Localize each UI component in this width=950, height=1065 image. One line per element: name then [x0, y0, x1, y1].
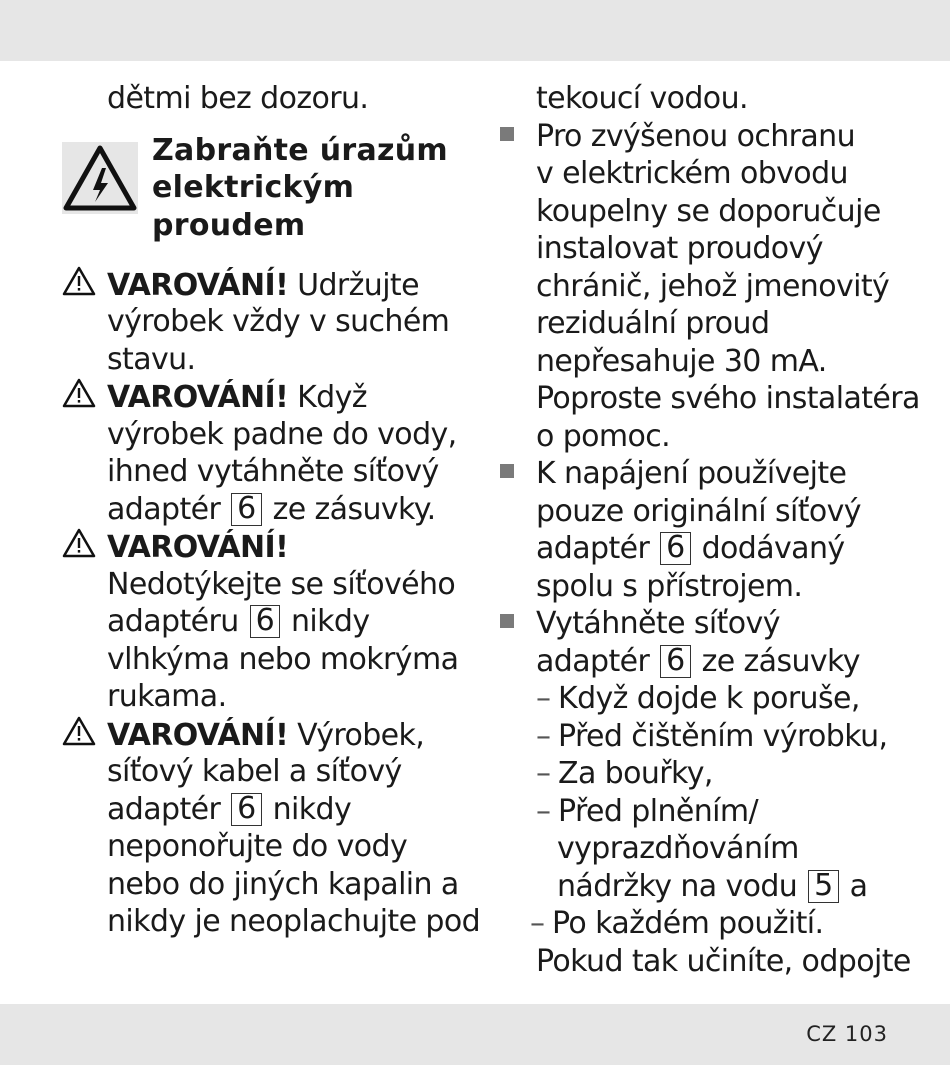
- part-number-ref: 6: [250, 605, 281, 638]
- hazard-section-header: [62, 132, 472, 262]
- dash-text: Za bouřky,: [558, 756, 713, 791]
- bullet-text: spolu s přístrojem.: [536, 568, 803, 604]
- bullet-text: instalovat proudový: [536, 231, 823, 266]
- dash-bullet-icon: –: [530, 906, 545, 941]
- hazard-title-line: Zabraňte úrazům: [152, 132, 448, 168]
- part-number-ref: 6: [231, 793, 262, 826]
- warning-text: výrobek padne do vody,: [107, 416, 457, 452]
- dash-bullet-icon: –: [536, 756, 551, 791]
- part-number-ref: 6: [231, 493, 262, 526]
- warning-triangle-icon: [62, 528, 107, 558]
- dash-bullet-icon: –: [536, 793, 551, 829]
- warning-item: [62, 378, 472, 528]
- warning-text: Udržujte: [297, 267, 419, 303]
- part-number-ref: 6: [660, 532, 691, 565]
- text-fragment: adaptér: [536, 643, 650, 679]
- warning-text-with-ref: [62, 791, 472, 829]
- warning-label: VAROVÁNÍ!: [107, 717, 289, 753]
- warning-text: výrobek vždy v suchém: [107, 304, 450, 339]
- dash-item: [497, 718, 897, 756]
- intro-line: dětmi bez dozoru.: [107, 81, 369, 116]
- warning-text-with-ref: [62, 491, 472, 529]
- warning-text: stavu.: [107, 341, 196, 377]
- warning-item: [62, 716, 481, 941]
- text-fragment: adaptér: [107, 491, 221, 527]
- warning-text: neponořujte do vody: [107, 829, 408, 864]
- warning-triangle-icon: [62, 266, 107, 296]
- text-fragment: nikdy: [291, 604, 370, 639]
- dash-bullet-icon: –: [536, 681, 551, 716]
- warning-text: ihned vytáhněte síťový: [107, 454, 439, 489]
- continued-line: tekoucí vodou.: [536, 81, 748, 116]
- bullet-text: Pro zvýšenou ochranu: [536, 118, 855, 154]
- warning-text-with-ref: [62, 603, 472, 641]
- bullet-item: [497, 455, 897, 605]
- warning-text: rukama.: [107, 679, 227, 714]
- warning-label: VAROVÁNÍ!: [107, 267, 289, 303]
- bullet-text-with-ref: [497, 530, 897, 568]
- text-fragment: nádržky na vodu: [557, 868, 798, 904]
- bullet-text-with-ref: [497, 643, 897, 681]
- dash-item: [497, 905, 897, 943]
- warning-label: VAROVÁNÍ!: [107, 380, 289, 415]
- electric-hazard-icon: [62, 142, 138, 214]
- bullet-item: [497, 605, 897, 943]
- bullet-item: [497, 118, 920, 456]
- square-bullet-icon: [497, 455, 536, 493]
- warning-text: nikdy je neoplachujte pod: [107, 904, 481, 939]
- left-column: [62, 80, 481, 941]
- bullet-text: K napájení používejte: [536, 456, 847, 491]
- square-bullet-icon: [497, 118, 536, 156]
- bullet-text: nepřesahuje 30 mA.: [536, 343, 827, 379]
- dash-item: [497, 755, 897, 793]
- warning-item: [62, 266, 472, 379]
- text-fragment: adaptér: [107, 791, 221, 827]
- warning-triangle-icon: [62, 378, 107, 408]
- warning-text: Nedotýkejte se síťového: [107, 566, 456, 602]
- hazard-title-line: proudem: [152, 207, 306, 243]
- warning-item: [62, 528, 472, 716]
- warning-text: nebo do jiných kapalin a: [107, 866, 459, 902]
- bullet-text: o pomoc.: [536, 418, 671, 454]
- part-number-ref: 6: [660, 645, 691, 678]
- bullet-text: chránič, jehož jmenovitý: [536, 268, 890, 304]
- text-fragment: a: [849, 868, 868, 904]
- dash-text-with-ref: [497, 868, 897, 906]
- warning-text: Výrobek,: [297, 717, 425, 753]
- dash-item: [497, 680, 897, 718]
- part-number-ref: 5: [808, 870, 839, 903]
- warning-triangle-icon: [62, 716, 107, 746]
- top-band: [0, 0, 950, 61]
- dash-item: [497, 793, 897, 831]
- dash-text: Po každém použití.: [552, 906, 824, 941]
- bullet-text: Poproste svého instalatéra: [536, 381, 920, 416]
- dash-text: Když dojde k poruše,: [558, 681, 860, 716]
- bullet-text: reziduální proud: [536, 306, 770, 341]
- warning-text: vlhkýma nebo mokrýma: [107, 641, 459, 677]
- closing-text: Pokud tak učiníte, odpojte: [536, 943, 911, 979]
- text-fragment: ze zásuvky: [701, 643, 860, 679]
- text-fragment: nikdy: [272, 791, 352, 827]
- dash-text: Před plněním/: [558, 793, 759, 829]
- bullet-text: v elektrickém obvodu: [536, 156, 848, 191]
- dash-bullet-icon: –: [536, 718, 551, 754]
- text-fragment: adaptéru: [107, 604, 239, 639]
- text-fragment: dodávaný: [701, 531, 845, 566]
- dash-text: Před čištěním výrobku,: [558, 718, 888, 754]
- text-fragment: ze zásuvky.: [272, 491, 436, 527]
- hazard-title: [152, 132, 448, 245]
- bullet-text: Vytáhněte síťový: [536, 606, 780, 641]
- bullet-text: pouze originální síťový: [536, 493, 861, 529]
- warning-text: Když: [297, 380, 367, 415]
- square-bullet-icon: [497, 605, 536, 643]
- bullet-text: koupelny se doporučuje: [536, 193, 881, 229]
- page-number: CZ 103: [806, 1022, 888, 1046]
- text-fragment: adaptér: [536, 531, 650, 566]
- warning-text: síťový kabel a síťový: [107, 754, 402, 789]
- right-column: [497, 80, 920, 980]
- hazard-title-line: elektrickým: [152, 170, 355, 205]
- warning-label: VAROVÁNÍ!: [107, 530, 289, 565]
- dash-text: vyprazdňováním: [557, 831, 799, 866]
